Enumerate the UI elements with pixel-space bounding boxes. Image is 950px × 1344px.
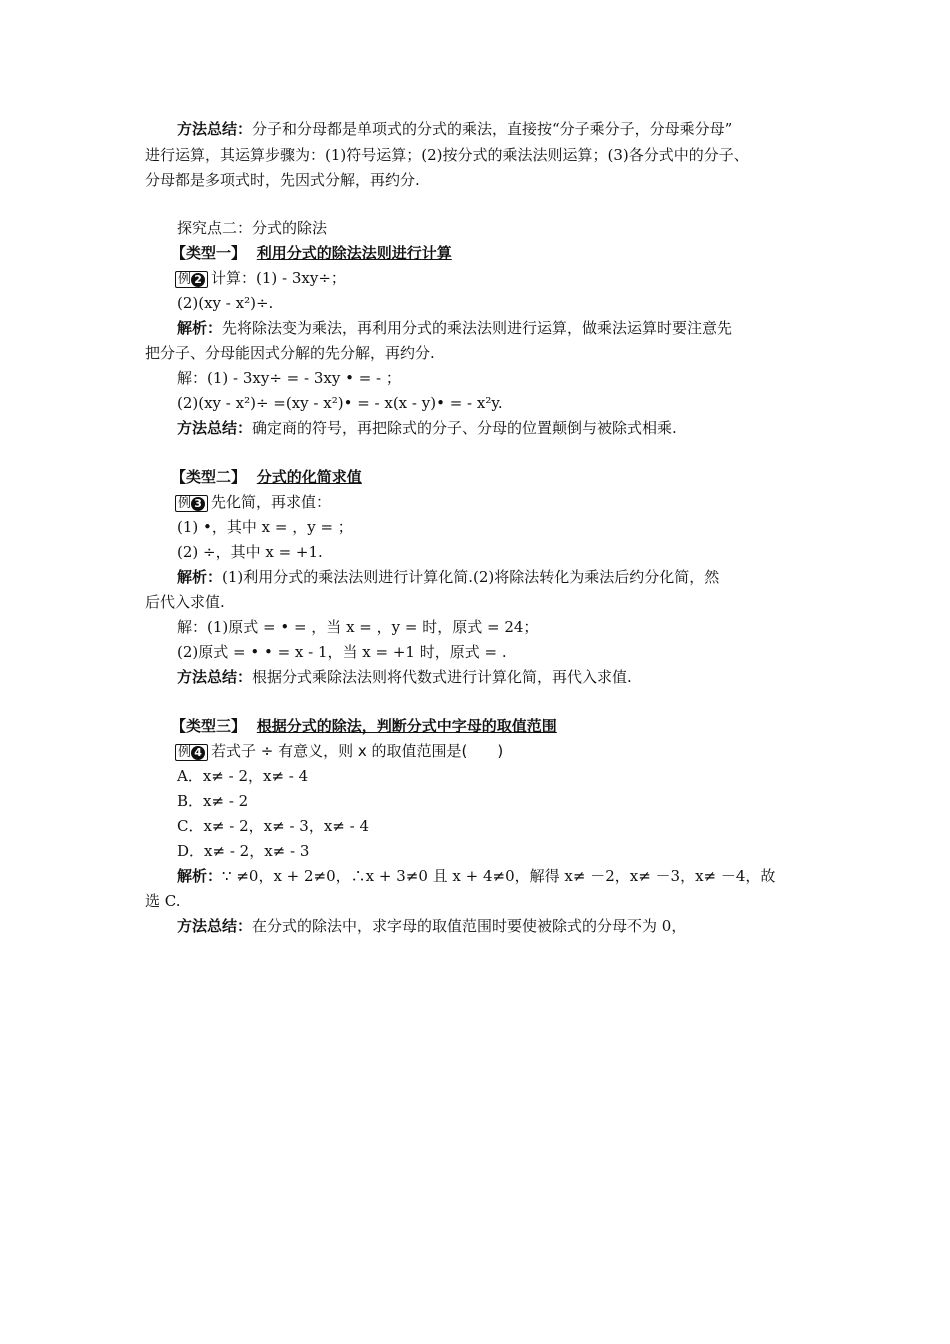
analysis-label: 解析： (177, 319, 223, 337)
type2-title: 分式的化简求值 (256, 468, 362, 486)
analysis-label: 解析： (177, 568, 223, 586)
method-text: 根据分式乘除法法则将代数式进行计算化简，再代入求值. (252, 668, 632, 686)
type1-method (177, 418, 677, 438)
type1-solution-line1: 解：(1) - 3xy÷ = - 3xy • = - ； (177, 369, 401, 387)
type1-solution-line2: (2)(xy - x²)÷ =(xy - x²)• = - x(x - y)• = - x²y. (177, 394, 503, 412)
example-badge: 例 3 (175, 495, 208, 512)
example-badge: 例 2 (175, 271, 208, 288)
type2-method (177, 667, 632, 687)
method-summary-1-line3: 分母都是多项式时，先因式分解，再约分. (145, 171, 420, 189)
example-number: 3 (191, 497, 205, 511)
method-text: 确定商的符号，再把除式的分子、分母的位置颠倒与被除式相乘. (252, 419, 677, 437)
example-2-line2: (2)(xy - x²)÷. (177, 294, 274, 312)
example-number: 4 (191, 746, 205, 760)
method-summary-label: 方法总结： (177, 120, 253, 138)
example-3-line3: (2) ÷，其中 x = +1. (177, 543, 323, 561)
type3-heading (171, 716, 557, 736)
type1-heading (171, 243, 452, 263)
option-b: B．x≠ - 2 (177, 792, 249, 810)
type3-analysis (177, 866, 775, 886)
example-3 (175, 492, 331, 512)
type1-analysis-line2: 把分子、分母能因式分解的先分解，再约分. (145, 344, 435, 362)
type2-solution-line2: (2)原式 = • • = x - 1，当 x = +1 时，原式 = . (177, 643, 507, 661)
type2-heading (171, 467, 362, 487)
method-text: 在分式的除法中，求字母的取值范围时要使被除式的分母不为 0， (252, 917, 687, 935)
analysis-text: (1)利用分式的乘法法则进行计算化简.(2)将除法转化为乘法后约分化简，然 (222, 568, 720, 586)
example-3-line2: (1) •，其中 x = ，y = ； (177, 518, 353, 536)
example-2 (175, 268, 346, 288)
example-2-line1: 计算：(1) - 3xy÷； (211, 269, 346, 287)
method-summary-1-line2: 进行运算，其运算步骤为：(1)符号运算；(2)按分式的乘法法则运算；(3)各分式中的分子、 (145, 146, 749, 164)
type2-bracket: 【类型二】 (171, 468, 247, 486)
type2-analysis-line2: 后代入求值. (145, 593, 225, 611)
type3-analysis-line2: 选 C. (145, 892, 181, 910)
type3-bracket: 【类型三】 (171, 717, 247, 735)
example-4 (175, 741, 503, 761)
type3-method (177, 916, 686, 936)
section-title: 探究点二：分式的除法 (177, 219, 328, 237)
method-label: 方法总结： (177, 917, 253, 935)
method-summary-text: 分子和分母都是单项式的分式的乘法，直接按“分子乘分子，分母乘分母” (252, 120, 733, 138)
analysis-label: 解析： (177, 867, 223, 885)
analysis-text: 先将除法变为乘法，再利用分式的乘法法则进行运算，做乘法运算时要注意先 (222, 319, 733, 337)
example-badge: 例 4 (175, 744, 208, 761)
example-3-line1: 先化简，再求值： (211, 493, 332, 511)
type3-title: 根据分式的除法，判断分式中字母的取值范围 (256, 717, 557, 735)
option-a: A．x≠ - 2，x≠ - 4 (177, 767, 309, 785)
type1-bracket: 【类型一】 (171, 244, 247, 262)
example-number: 2 (191, 273, 205, 287)
method-label: 方法总结： (177, 419, 253, 437)
option-d: D．x≠ - 2，x≠ - 3 (177, 842, 310, 860)
example-4-line1: 若式子 ÷ 有意义，则 x 的取值范围是( ) (211, 742, 504, 760)
type2-analysis (177, 567, 719, 587)
type1-analysis (177, 318, 732, 338)
analysis-text: ∵ ≠0，x + 2≠0，∴x + 3≠0 且 x + 4≠0，解得 x≠ －2，x≠ －3，x≠ －4，故 (222, 867, 776, 885)
type1-title: 利用分式的除法法则进行计算 (256, 244, 452, 262)
method-label: 方法总结： (177, 668, 253, 686)
option-c: C．x≠ - 2，x≠ - 3，x≠ - 4 (177, 817, 370, 835)
type2-solution-line1: 解：(1)原式 = • = ，当 x = ，y = 时，原式 = 24； (177, 618, 539, 636)
method-summary-1 (177, 119, 811, 139)
